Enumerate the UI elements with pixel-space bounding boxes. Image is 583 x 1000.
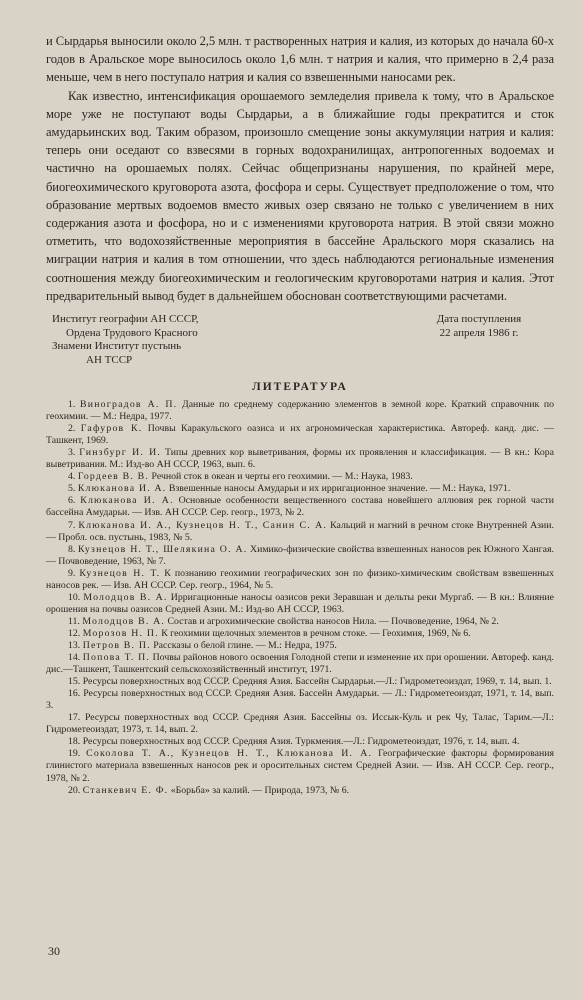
received-block: [404, 313, 554, 367]
reference-text: Речной сток в океан и черты его геохимии. — М.: Наука, 1983.: [151, 471, 413, 483]
reference-author: Молодцов В. А.: [82, 615, 166, 627]
institution-line: Знамени Институт пустынь: [52, 340, 182, 353]
reference-number: 14.: [68, 652, 81, 664]
reference-number: 20.: [68, 784, 81, 796]
reference-item: [46, 628, 554, 640]
reference-text: Ирригационные наносы оазисов реки Зеравшан и дельты реки Мургаб. — В кн.: Влияние орошения на почвы оазисов Средней Азии. М.: Изд-во АН СССР, 1963.: [46, 591, 554, 615]
reference-author: Виноградов А. П.: [80, 399, 178, 411]
institution-line: АН ТССР: [86, 353, 133, 366]
reference-item: [46, 652, 554, 676]
reference-item: [46, 544, 554, 568]
institution-line: Ордена Трудового Красного: [66, 326, 198, 339]
reference-author: Клюканова И. А.: [77, 483, 167, 495]
reference-number: 19.: [68, 748, 81, 760]
reference-text: Типы древних кор выветривания, формы их проявления и классификация. — В кн.: Кора выветривания. М.: Изд-во АН СССР, 1963, вып. 6.: [46, 447, 555, 471]
reference-author: Кузнецов Н. Т.: [79, 567, 161, 579]
reference-item: [46, 423, 554, 447]
reference-author: Попова Т. П.: [82, 652, 151, 664]
reference-item: [46, 399, 554, 423]
reference-number: 4.: [68, 471, 76, 483]
reference-number: 11.: [68, 615, 80, 627]
body-text: [46, 32, 554, 305]
paragraph: и Сырдарья выносили около 2,5 млн. т растворенных натрия и калия, из которых до начала 60-х годов в Аральское море выносилось около 1,6 млн. т натрия и калия, что примерно в 2,4 раза меньше, чем в него поступало натрия и калия со взвешенными наносами рек.: [46, 34, 554, 85]
reference-item: [46, 568, 554, 592]
received-date: 22 апреля 1986 г.: [439, 326, 519, 339]
received-label: Дата поступления: [436, 313, 522, 326]
reference-author: Станкевич Е. Ф.: [82, 784, 169, 796]
reference-number: 2.: [68, 423, 76, 435]
reference-item: [46, 640, 554, 652]
reference-number: 10.: [68, 591, 81, 603]
reference-number: 6.: [68, 495, 76, 507]
reference-text: Почвы районов нового освоения Голодной степи и изменение их при орошении. Автореф. канд. дис.—Ташкент, Ташкентский сельскохозяйственный институт, 1971.: [46, 652, 554, 676]
reference-text: Почвы Каракульского оазиса и их агрономическая характеристика. Автореф. канд. дис. — Ташкент, 1969.: [46, 423, 555, 447]
reference-item: [46, 785, 554, 797]
reference-item: [46, 676, 554, 688]
reference-author: Молодцов В. А.: [83, 591, 168, 603]
reference-item: [46, 520, 554, 544]
reference-text: Ресурсы поверхностных вод СССР. Средняя Азия. Туркмения.—Л.: Гидрометеоиздат, 1976, т. 14, вып. 4.: [82, 736, 520, 748]
reference-text: Кальций и магний в речном стоке Внутренней Азии. — Пробл. осв. пустынь, 1983, № 5.: [46, 519, 554, 543]
reference-item: [46, 736, 554, 748]
reference-text: Состав и агрохимические свойства наносов Нила. — Почвоведение, 1964, № 2.: [167, 615, 499, 627]
reference-text: «Борьба» за калий. — Природа, 1973, № 6.: [170, 784, 350, 796]
reference-author: Клюканова И. А.: [80, 495, 174, 507]
reference-item: [46, 495, 554, 519]
reference-number: 3.: [68, 447, 76, 459]
reference-number: 15.: [68, 676, 81, 688]
reference-number: 5.: [68, 483, 76, 495]
reference-item: [46, 592, 554, 616]
reference-author: Клюканова И. А., Кузнецов Н. Т., Санин С. А.: [78, 519, 328, 531]
reference-number: 13.: [68, 639, 81, 651]
reference-item: [46, 447, 554, 471]
reference-text: К геохимии щелочных элементов в речном стоке. — Геохимия, 1969, № 6.: [161, 627, 471, 639]
institution-block: [46, 313, 262, 367]
reference-text: Ресурсы поверхностных вод СССР. Средняя Азия. Бассейны оз. Иссык-Куль и рек Чу, Талас, Тарим.—Л.: Гидрометеоиздат, 1973, т. 14, вып. 2.: [46, 712, 554, 736]
reference-number: 8.: [68, 543, 76, 555]
reference-number: 7.: [68, 519, 76, 531]
page: [46, 32, 554, 982]
reference-author: Кузнецов Н. Т., Шелякина О. А.: [77, 543, 248, 555]
reference-text: К познанию геохимии географических зон по физико-химическим свойствам взвешенных наносов рек. — Изв. АН СССР. Сер. геогр., 1964, № 5.: [46, 567, 555, 591]
reference-item: [46, 712, 554, 736]
reference-number: 16.: [68, 688, 81, 700]
reference-item: [46, 616, 554, 628]
reference-number: 17.: [68, 712, 81, 724]
page-number: 30: [48, 944, 60, 958]
reference-text: Ресурсы поверхностных вод СССР. Средняя Азия. Бассейн Амударьи. — Л.: Гидрометеоиздат, 1971, т. 14, вып. 3.: [46, 688, 554, 712]
reference-text: Рассказы о белой глине. — М.: Недра, 1975.: [153, 639, 337, 651]
reference-author: Морозов Н. П.: [82, 627, 159, 639]
reference-number: 12.: [68, 627, 81, 639]
reference-number: 18.: [68, 736, 81, 748]
reference-text: Химико-физические свойства взвешенных наносов рек Южного Хангая. — Почвоведение, 1963, № 7.: [46, 543, 554, 567]
reference-author: Гинзбург И. И.: [79, 447, 162, 459]
reference-item: [46, 471, 554, 483]
reference-item: [46, 688, 554, 712]
reference-text: Ресурсы поверхностных вод СССР. Средняя Азия. Бассейн Сырдарьи.—Л.: Гидрометеоиздат, 1969, т. 14, вып. 1.: [82, 676, 552, 688]
reference-text: Географические факторы формирования глинистого материала взвешенных наносов рек и оросительных систем Средней Азии. — Изв. АН СССР. Сер. геогр., 1978, № 2.: [46, 748, 555, 784]
reference-item: [46, 483, 554, 495]
reference-author: Гордеев В. В.: [77, 471, 150, 483]
reference-list: [46, 399, 554, 797]
paragraph: Как известно, интенсификация орошаемого земледелия привела к тому, что в Аральское море уже не поступают воды Сырдарьи, а в ближайшие годы прекратится и сток амударьинских вод. Таким образом, произошло смещение зоны аккумуляции натрия и калия: теперь они оседают со взвесями в горных водохранилищах, антропогенных водоемах и частично на орошаемых полях. Сейчас общепризнаны нарушения, по крайней мере, биогеохимического круговорота азота, фосфора и серы. Существует предположение о том, что образование мертвых водоемов вместо живых озер связано не только с увеличением в них содержания азота и фосфора, но и с изменениями круговорота натрия. В этой связи можно отметить, что водохозяйственные мероприятия в бассейне Аральского моря сказались на миграции натрия и калия в том отношении, что здесь наблюдаются региональные изменения соотношения между биогеохимическим и геологическим круговоротами натрия и калия. Этот предварительный вывод будет в дальнейшем обоснован соответствующими расчетами.: [46, 88, 554, 303]
literature-heading: ЛИТЕРАТУРА: [252, 381, 348, 394]
reference-author: Гафуров К.: [80, 423, 143, 435]
reference-item: [46, 748, 554, 784]
reference-author: Соколова Т. А., Кузнецов Н. Т., Клюканова И. А.: [86, 748, 373, 760]
institution-line: Институт географии АН СССР,: [52, 313, 199, 326]
reference-author: Петров В. П.: [82, 639, 151, 651]
article-meta: [46, 313, 554, 367]
reference-text: Основные особенности вещественного состава новейшего аллювия рек горной части бассейна Амударьи. — Изв. АН СССР. Сер. геогр., 1973, № 2.: [46, 495, 554, 519]
reference-number: 9.: [68, 567, 76, 579]
reference-text: Данные по среднему содержанию элементов в земной коре. Краткий справочник по геохимии. — М.: Недра, 1977.: [46, 399, 555, 423]
reference-number: 1.: [68, 399, 76, 411]
reference-text: Взвешенные наносы Амударьи и их ирригационное значение. — М.: Наука, 1971.: [168, 483, 511, 495]
